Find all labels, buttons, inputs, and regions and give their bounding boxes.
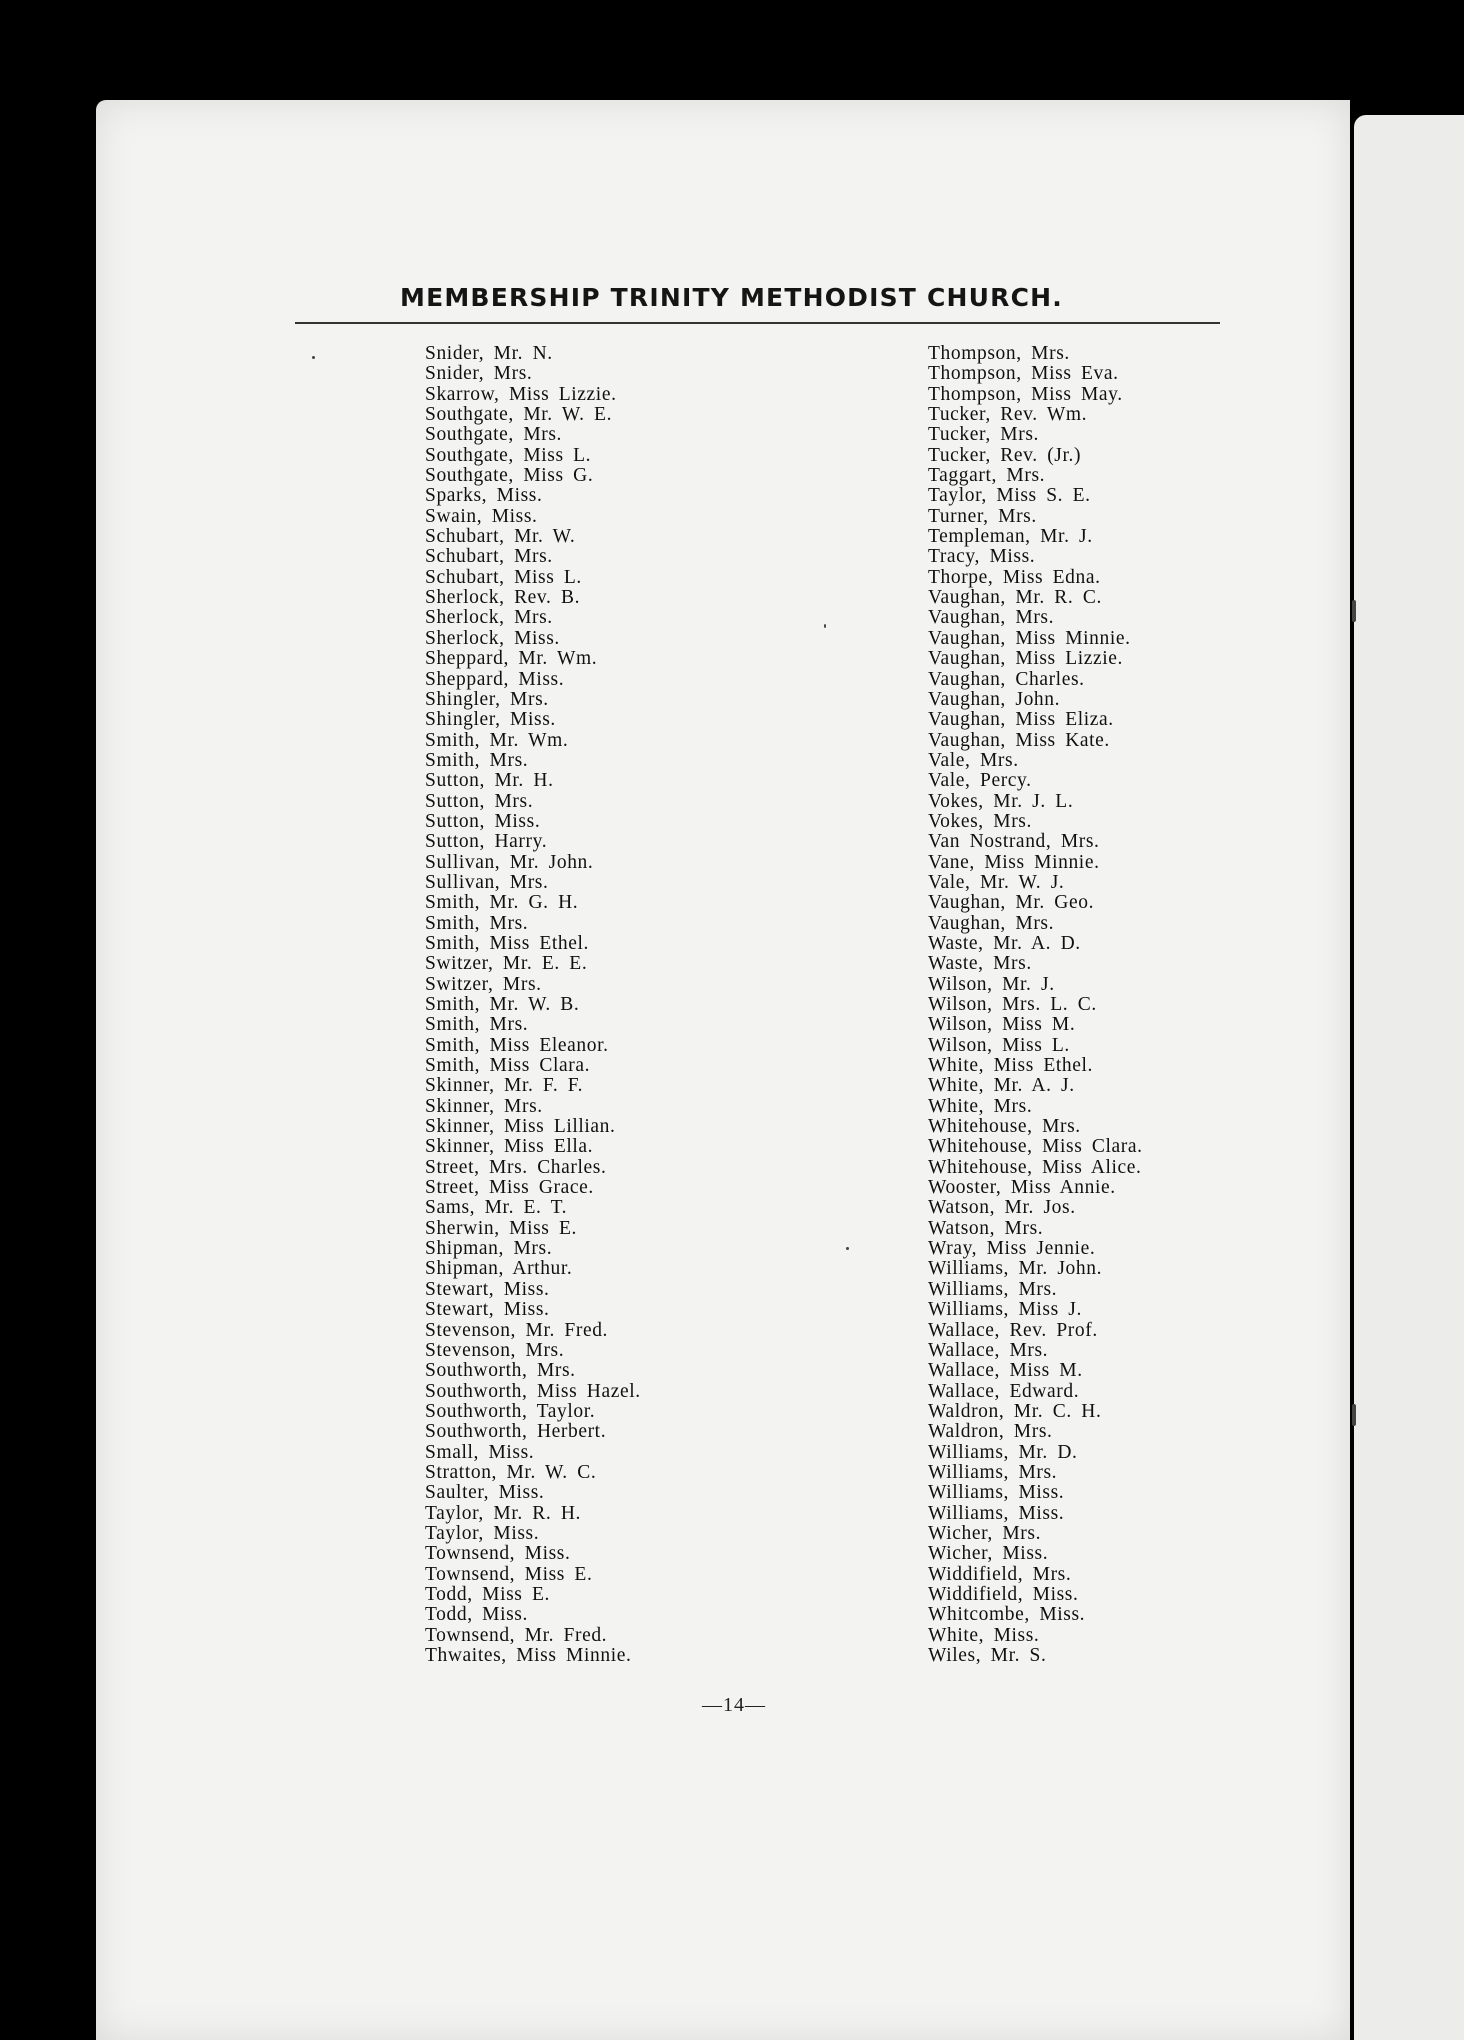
member-entry: Skinner, Mrs. [425,1095,543,1117]
member-entry: Tucker, Rev. Wm. [928,404,1088,426]
member-entry: Snider, Mr. N. [425,343,553,364]
member-entry: Taggart, Mrs. [928,465,1046,487]
member-entry: Tucker, Mrs. [928,424,1039,446]
member-entry: Stevenson, Mrs. [425,1339,565,1361]
member-list-right [928,344,1143,1666]
member-entry: Southgate, Miss G. [425,465,594,487]
member-entry: Wicher, Miss. [928,1543,1049,1565]
member-entry: Williams, Mrs. [928,1461,1058,1483]
member-entry: Vaughan, Mrs. [928,912,1055,934]
member-entry: Skarrow, Miss Lizzie. [425,383,617,405]
member-entry: Vaughan, Mr. R. C. [928,587,1102,609]
member-entry: Wilson, Mrs. L. C. [928,994,1097,1015]
member-entry: Wooster, Miss Annie. [928,1177,1116,1199]
member-entry: Whitcombe, Miss. [928,1604,1086,1626]
member-entry: Turner, Mrs. [928,505,1037,527]
member-entry: Southworth, Mrs. [425,1360,576,1382]
member-entry: Whitehouse, Mrs. [928,1116,1081,1138]
member-entry: Sullivan, Mrs. [425,871,549,893]
member-entry: Wallace, Mrs. [928,1339,1049,1361]
member-entry: Vaughan, Miss Eliza. [928,709,1114,731]
member-entry: Saulter, Miss. [425,1482,545,1504]
member-entry: Townsend, Mr. Fred. [425,1624,608,1646]
member-entry: Stevenson, Mr. Fred. [425,1319,609,1341]
member-entry: White, Miss Ethel. [928,1055,1094,1077]
member-entry: Vaughan, Mr. Geo. [928,892,1095,914]
member-entry: Wallace, Miss M. [928,1360,1083,1382]
member-entry: Wray, Miss Jennie. [928,1238,1096,1260]
member-entry: Widdifield, Miss. [928,1583,1079,1605]
member-entry: Shingler, Mrs. [425,688,549,710]
member-entry: Waldron, Mrs. [928,1421,1053,1443]
member-entry: Taylor, Miss. [425,1522,540,1544]
member-entry: Schubart, Mrs. [425,546,553,568]
member-list-left [425,344,641,1666]
member-entry: Williams, Mrs. [928,1278,1058,1300]
member-entry: Thorpe, Miss Edna. [928,566,1101,588]
member-entry: Van Nostrand, Mrs. [928,831,1100,853]
member-entry: Smith, Miss Eleanor. [425,1034,609,1056]
member-entry: Sheppard, Miss. [425,668,565,690]
member-entry: Williams, Miss J. [928,1299,1082,1321]
member-entry: Thompson, Mrs. [928,343,1070,364]
member-entry: Watson, Mrs. [928,1217,1044,1239]
scan-speck [1352,600,1356,622]
member-entry: Switzer, Mr. E. E. [425,953,588,975]
member-entry: White, Mrs. [928,1095,1033,1117]
member-entry: Templeman, Mr. J. [928,526,1093,548]
member-entry: Shingler, Miss. [425,709,556,731]
member-entry: Vaughan, Miss Kate. [928,729,1110,751]
member-entry: Wallace, Rev. Prof. [928,1319,1098,1341]
member-entry: Smith, Miss Clara. [425,1055,591,1077]
member-entry: Southworth, Herbert. [425,1421,607,1443]
member-entry: Smith, Mr. G. H. [425,892,579,914]
scan-speck [1352,1404,1356,1426]
member-entry: Wiles, Mr. S. [928,1645,1047,1666]
member-entry: Skinner, Miss Lillian. [425,1116,616,1138]
member-entry: Williams, Mr. D. [928,1441,1078,1463]
member-entry: Schubart, Mr. W. [425,526,576,548]
member-entry: Shipman, Arthur. [425,1258,573,1280]
member-entry: Vaughan, Miss Lizzie. [928,648,1123,670]
member-entry: Tucker, Rev. (Jr.) [928,444,1082,466]
member-entry: Smith, Mr. W. B. [425,994,580,1015]
member-entry: Southworth, Miss Hazel. [425,1380,641,1402]
member-entry: Sherlock, Rev. B. [425,587,581,609]
page-number: —14— [702,1694,766,1716]
member-entry: Sherwin, Miss E. [425,1217,577,1239]
member-entry: Sams, Mr. E. T. [425,1197,568,1219]
member-entry: Vane, Miss Minnie. [928,851,1100,873]
member-entry: Sherlock, Miss. [425,627,560,649]
member-entry: Whitehouse, Miss Clara. [928,1136,1143,1158]
member-entry: Schubart, Miss L. [425,566,582,588]
member-entry: Sutton, Mrs. [425,790,534,812]
scan-speck [312,356,315,359]
member-entry: White, Mr. A. J. [928,1075,1075,1097]
member-entry: Vaughan, Mrs. [928,607,1055,629]
member-entry: Taylor, Miss S. E. [928,485,1091,507]
member-entry: Southgate, Mr. W. E. [425,404,613,426]
member-entry: Southgate, Miss L. [425,444,592,466]
scan-speck [846,1247,849,1250]
member-entry: Todd, Miss E. [425,1583,550,1605]
facing-page-edge [1354,115,1464,2040]
member-entry: Williams, Mr. John. [928,1258,1103,1280]
member-entry: Todd, Miss. [425,1604,528,1626]
member-entry: Vaughan, Miss Minnie. [928,627,1131,649]
member-entry: Waste, Mr. A. D. [928,932,1081,954]
member-entry: Thompson, Miss Eva. [928,363,1119,385]
member-entry: Street, Miss Grace. [425,1177,594,1199]
member-entry: Vaughan, Charles. [928,668,1085,690]
member-entry: Williams, Miss. [928,1482,1065,1504]
member-entry: Widdifield, Mrs. [928,1563,1072,1585]
member-entry: Smith, Mrs. [425,749,529,771]
member-entry: Southgate, Mrs. [425,424,563,446]
member-entry: Smith, Miss Ethel. [425,932,589,954]
member-entry: Waste, Mrs. [928,953,1032,975]
scan-speck [824,624,826,628]
member-entry: Waldron, Mr. C. H. [928,1400,1102,1422]
member-entry: Vale, Mrs. [928,749,1019,771]
member-entry: Sherlock, Mrs. [425,607,553,629]
member-entry: Vale, Mr. W. J. [928,871,1065,893]
member-entry: Wicher, Mrs. [928,1522,1042,1544]
member-entry: Vokes, Mrs. [928,810,1032,832]
page-title: MEMBERSHIP TRINITY METHODIST CHURCH. [400,283,1063,312]
member-entry: Stewart, Miss. [425,1278,550,1300]
scanned-page [96,100,1350,2040]
member-entry: White, Miss. [928,1624,1040,1646]
member-entry: Thwaites, Miss Minnie. [425,1645,632,1666]
title-rule [295,322,1220,324]
member-entry: Wilson, Mr. J. [928,973,1055,995]
member-entry: Sutton, Miss. [425,810,541,832]
member-entry: Smith, Mrs. [425,1014,529,1036]
member-entry: Skinner, Mr. F. F. [425,1075,584,1097]
member-entry: Sutton, Harry. [425,831,548,853]
member-entry: Watson, Mr. Jos. [928,1197,1076,1219]
member-entry: Wilson, Miss L. [928,1034,1070,1056]
member-entry: Swain, Miss. [425,505,538,527]
member-entry: Taylor, Mr. R. H. [425,1502,582,1524]
member-entry: Stratton, Mr. W. C. [425,1461,597,1483]
member-entry: Whitehouse, Miss Alice. [928,1156,1142,1178]
member-entry: Southworth, Taylor. [425,1400,596,1422]
member-entry: Smith, Mrs. [425,912,529,934]
member-entry: Street, Mrs. Charles. [425,1156,607,1178]
member-entry: Sutton, Mr. H. [425,770,554,792]
member-entry: Wallace, Edward. [928,1380,1080,1402]
member-entry: Smith, Mr. Wm. [425,729,569,751]
member-entry: Sparks, Miss. [425,485,543,507]
member-entry: Townsend, Miss. [425,1543,571,1565]
member-entry: Switzer, Mrs. [425,973,542,995]
member-entry: Thompson, Miss May. [928,383,1123,405]
member-entry: Vaughan, John. [928,688,1061,710]
member-entry: Townsend, Miss E. [425,1563,593,1585]
member-entry: Sullivan, Mr. John. [425,851,594,873]
member-entry: Tracy, Miss. [928,546,1036,568]
member-entry: Vale, Percy. [928,770,1032,792]
member-entry: Small, Miss. [425,1441,535,1463]
member-entry: Stewart, Miss. [425,1299,550,1321]
member-entry: Williams, Miss. [928,1502,1065,1524]
member-entry: Skinner, Miss Ella. [425,1136,594,1158]
member-entry: Snider, Mrs. [425,363,533,385]
member-entry: Sheppard, Mr. Wm. [425,648,598,670]
member-entry: Wilson, Miss M. [928,1014,1076,1036]
member-entry: Shipman, Mrs. [425,1238,553,1260]
member-entry: Vokes, Mr. J. L. [928,790,1074,812]
